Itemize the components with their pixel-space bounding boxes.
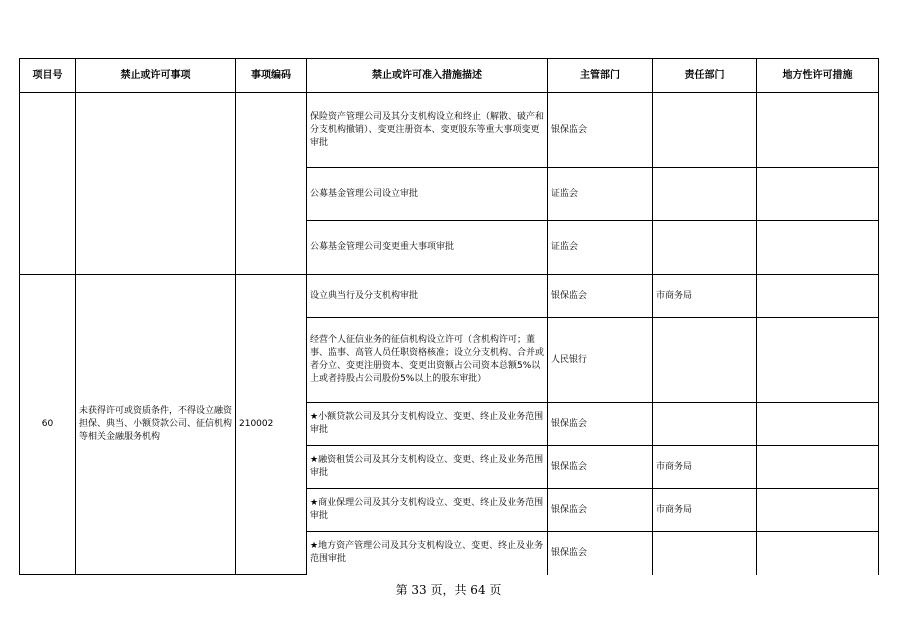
header-measure: 禁止或许可准入措施描述 <box>307 59 548 93</box>
item-no-cell: 60 <box>20 275 76 575</box>
local-cell <box>757 318 879 403</box>
measure-cell: 公募基金管理公司变更重大事项审批 <box>307 221 548 275</box>
dept-cell: 银保监会 <box>548 403 653 446</box>
measure-cell: 经营个人征信业务的征信机构设立许可（含机构许可；董事、监事、高管人员任职资格核准；设立分支机构、合并或者分立、变更注册资本、变更出资额占公司资本总额5%以上或者持股占公司股份5%以上的股东审批） <box>307 318 548 403</box>
header-dept: 主管部门 <box>548 59 653 93</box>
local-cell <box>757 168 879 221</box>
local-cell <box>757 275 879 318</box>
measure-cell: ★商业保理公司及其分支机构设立、变更、终止及业务范围审批 <box>307 489 548 532</box>
matter-cell: 未获得许可或资质条件，不得设立融资担保、典当、小额贷款公司、征信机构等相关金融服务机构 <box>76 275 236 575</box>
page-footer: 第 33 页，共 64 页 <box>395 583 502 597</box>
header-resp: 责任部门 <box>653 59 757 93</box>
resp-cell: 市商务局 <box>653 446 757 489</box>
local-cell <box>757 221 879 275</box>
dept-cell: 证监会 <box>548 221 653 275</box>
local-cell <box>757 532 879 575</box>
resp-cell <box>653 93 757 168</box>
measure-cell: 保险资产管理公司及其分支机构设立和终止（解散、破产和分支机构撤销）、变更注册资本、变更股东等重大事项变更审批 <box>307 93 548 168</box>
measure-cell: 公募基金管理公司设立审批 <box>307 168 548 221</box>
dept-cell: 银保监会 <box>548 532 653 575</box>
measure-cell: ★地方资产管理公司及其分支机构设立、变更、终止及业务范围审批 <box>307 532 548 575</box>
resp-cell <box>653 403 757 446</box>
resp-cell <box>653 532 757 575</box>
dept-cell: 银保监会 <box>548 93 653 168</box>
header-matter: 禁止或许可事项 <box>76 59 236 93</box>
dept-cell: 人民银行 <box>548 318 653 403</box>
resp-cell <box>653 168 757 221</box>
header-code: 事项编码 <box>236 59 307 93</box>
code-cell <box>236 93 307 275</box>
code-cell: 210002 <box>236 275 307 575</box>
resp-cell: 市商务局 <box>653 275 757 318</box>
table-row <box>20 93 879 168</box>
measures-table <box>19 58 879 575</box>
item-no-cell <box>20 93 76 275</box>
header-local: 地方性许可措施 <box>757 59 879 93</box>
table-row <box>20 275 879 318</box>
header-row <box>20 59 879 93</box>
measure-cell: ★小额贷款公司及其分支机构设立、变更、终止及业务范围审批 <box>307 403 548 446</box>
dept-cell: 银保监会 <box>548 275 653 318</box>
dept-cell: 银保监会 <box>548 446 653 489</box>
dept-cell: 证监会 <box>548 168 653 221</box>
header-item-no: 项目号 <box>20 59 76 93</box>
resp-cell <box>653 221 757 275</box>
measure-cell: 设立典当行及分支机构审批 <box>307 275 548 318</box>
measure-cell: ★融资租赁公司及其分支机构设立、变更、终止及业务范围审批 <box>307 446 548 489</box>
resp-cell <box>653 318 757 403</box>
local-cell <box>757 403 879 446</box>
dept-cell: 银保监会 <box>548 489 653 532</box>
local-cell <box>757 489 879 532</box>
resp-cell: 市商务局 <box>653 489 757 532</box>
matter-cell <box>76 93 236 275</box>
local-cell <box>757 446 879 489</box>
local-cell <box>757 93 879 168</box>
